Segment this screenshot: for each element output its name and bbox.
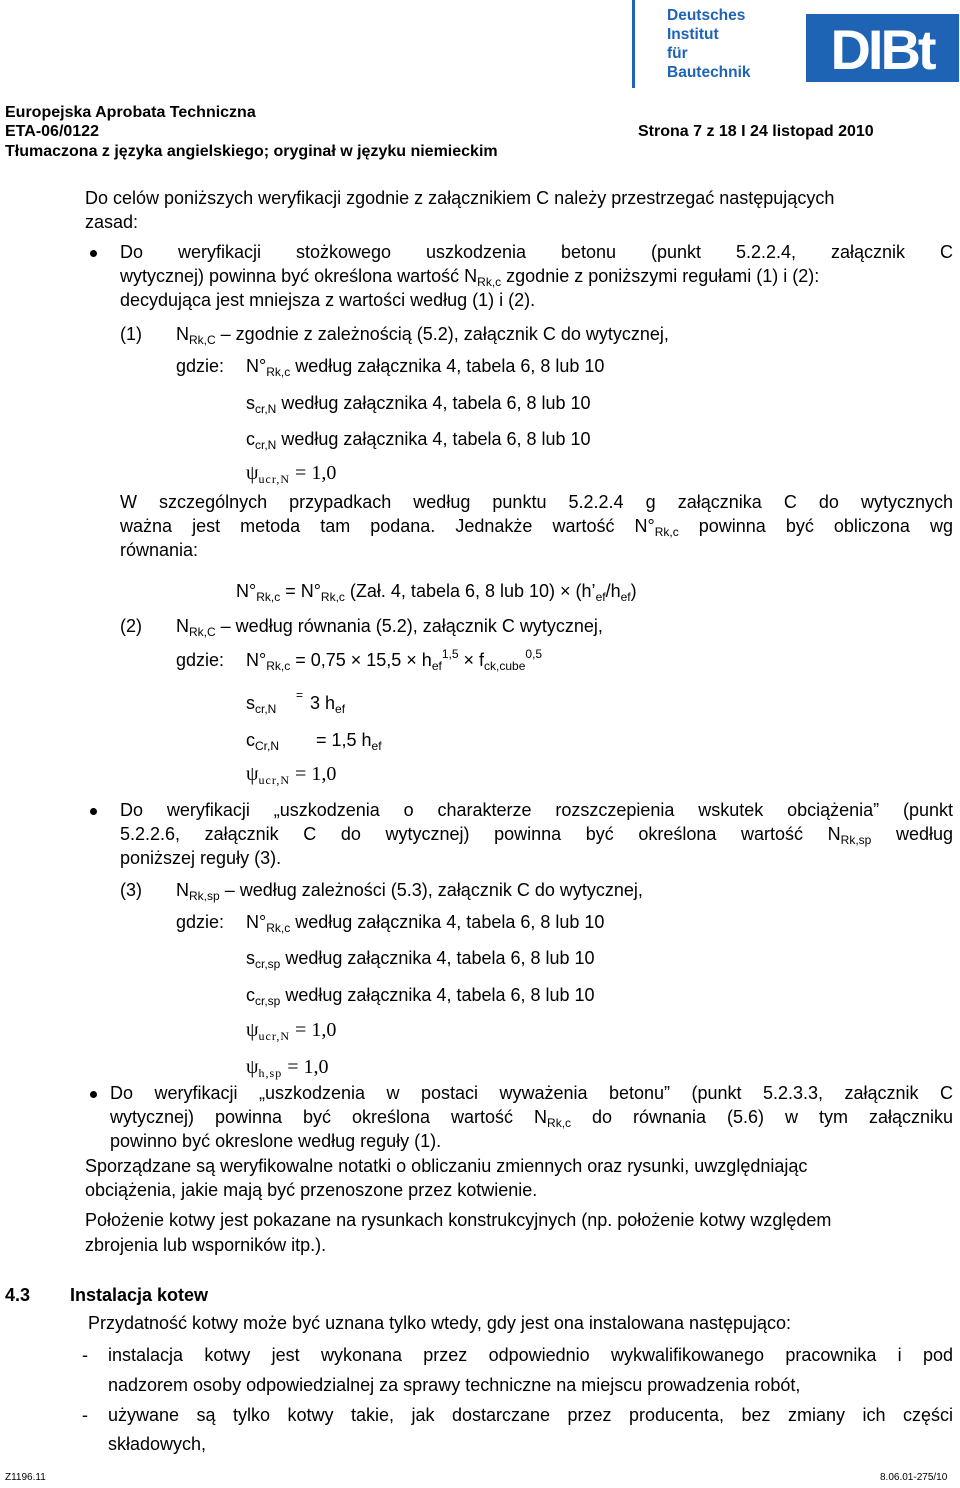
b1-l2-sub: Rk,c xyxy=(477,275,502,289)
c1-sub: cr,N xyxy=(255,438,277,452)
psi-1 xyxy=(246,462,336,485)
psi2: ψ xyxy=(246,763,259,785)
c2-val: = 1,5 h xyxy=(316,730,372,750)
r3-text: – według zależności (5.3), załącznik C do wytycznej, xyxy=(219,880,643,900)
dibt-logo-icon xyxy=(806,14,959,82)
dash-1-line-1: instalacja kotwy jest wykonana przez odpowiednio wykwalifikowanego pracownika i pod xyxy=(108,1345,953,1365)
g3-sub: Rk,c xyxy=(266,921,291,935)
eq1-sub1: Rk,c xyxy=(256,590,281,604)
g1-sub: Rk,c xyxy=(266,365,291,379)
r1-text: – zgodnie z zależnością (5.2), załącznik C do wytycznej, xyxy=(215,324,669,344)
psi-2 xyxy=(246,763,336,786)
intro-line-1: Do celów poniższych weryfikacji zgodnie z załącznikiem C należy przestrzegać następujących xyxy=(85,188,835,208)
dash-1-line-2: nadzorem osoby odpowiedzialnej za sprawy techniczne na miejscu prowadzenia robót, xyxy=(108,1375,801,1395)
section-intro: Przydatność kotwy może być uznana tylko wtedy, gdy jest ona instalowana następująco: xyxy=(88,1313,792,1333)
where-3-s xyxy=(246,948,595,969)
dash-1: - xyxy=(82,1345,88,1365)
header-page: Strona 7 z 18 I 24 listopad 2010 xyxy=(638,123,874,140)
where-3-c xyxy=(246,985,595,1006)
logo-line-2: Institut xyxy=(667,26,719,43)
c3-sub: cr,sp xyxy=(255,994,281,1008)
sp-l2-sub: Rk,c xyxy=(654,525,679,539)
special-line-3: równania: xyxy=(120,540,199,560)
footer-right: 8.06.01-275/10 xyxy=(880,1472,948,1483)
psi1-val: = 1,0 xyxy=(290,462,337,484)
r2-sub: Rk,C xyxy=(189,625,216,639)
psi3: ψ xyxy=(246,1019,259,1041)
s2-valsub: ef xyxy=(335,702,346,716)
eq1-sub3: ef xyxy=(595,590,606,604)
c1-c: c xyxy=(246,429,255,449)
c2-sub: Cr,N xyxy=(255,739,279,753)
b3-l2-a: wytycznej) powinna być określona wartość N xyxy=(110,1107,548,1127)
logo-bar xyxy=(632,0,635,88)
g1-text: według załącznika 4, tabela 6, 8 lub 10 xyxy=(290,356,605,376)
psi4-sub: h,sp xyxy=(258,1066,283,1080)
logo-text xyxy=(667,6,751,82)
r3-sub: Rk,sp xyxy=(189,889,220,903)
bullet-2-line-1: Do weryfikacji „uszkodzenia o charakterze rozszczepienia wskutek obciążenia” (punkt xyxy=(120,800,953,820)
s3-s: s xyxy=(246,948,255,968)
logo-line-4: Bautechnik xyxy=(667,64,751,81)
rule-1-number: (1) xyxy=(120,324,142,344)
g3-text: według załącznika 4, tabela 6, 8 lub 10 xyxy=(290,912,605,932)
where-3-n xyxy=(246,912,604,933)
section-number: 4.3 xyxy=(5,1285,31,1305)
bullet-1-line-2 xyxy=(120,266,819,287)
psi2-sub: ucr,N xyxy=(258,773,291,787)
s1-text: według załącznika 4, tabela 6, 8 lub 10 xyxy=(276,393,591,413)
bullet-3 xyxy=(90,1091,97,1098)
b1-l2-a: wytycznej) powinna być określona wartość N xyxy=(120,266,478,286)
s1-sub: cr,N xyxy=(255,402,277,416)
bullet-1-line-3: decydująca jest mniejsza z wartości według (1) i (2). xyxy=(120,290,536,310)
b2-l2-b: według xyxy=(871,824,954,844)
sp-l2-a: ważna jest metoda tam podana. Jednakże wartość N° xyxy=(120,516,655,536)
bullet-2-line-3: poniższej reguły (3). xyxy=(120,848,282,868)
sp-l2-b: powinna być obliczona wg xyxy=(678,516,953,536)
where-1-c xyxy=(246,429,591,450)
rule-3 xyxy=(176,880,643,901)
r1-sub: Rk,C xyxy=(189,333,216,347)
where-2-c-val xyxy=(316,730,382,751)
eq1-c: (Zał. 4, tabela 6, 8 lub 10) × (h’ xyxy=(344,581,596,601)
eq1-b: = N° xyxy=(280,581,321,601)
where-2-formula xyxy=(246,647,543,673)
g2-sub3: ck,cube xyxy=(484,659,526,673)
rule-3-number: (3) xyxy=(120,880,142,900)
psi3-val: = 1,0 xyxy=(290,1019,337,1041)
r3-n: N xyxy=(176,880,189,900)
psi-3 xyxy=(246,1019,336,1042)
where-label-3: gdzie: xyxy=(176,912,225,932)
bullet-1-line-1: Do weryfikacji stożkowego uszkodzenia betonu (punkt 5.2.2.4, załącznik C xyxy=(120,242,953,262)
eq1-sub4: ef xyxy=(620,590,631,604)
rule-2 xyxy=(176,616,603,637)
where-2-s-eq: = xyxy=(296,688,304,702)
rule-2-number: (2) xyxy=(120,616,142,636)
eq1-sub2: Rk,c xyxy=(320,590,345,604)
rule-1 xyxy=(176,324,669,345)
bullet-3-line-3: powinno być okreslone według reguły (1). xyxy=(110,1131,442,1151)
c2-c: c xyxy=(246,730,255,750)
bullet-2 xyxy=(90,808,97,815)
b3-l2-sub: Rk,c xyxy=(547,1116,572,1130)
c3-text: według załącznika 4, tabela 6, 8 lub 10 xyxy=(280,985,595,1005)
logo-line-1: Deutsches xyxy=(667,7,746,24)
where-2-s xyxy=(246,693,276,714)
equation-1 xyxy=(236,581,637,602)
b2-l2-sub: Rk,sp xyxy=(840,833,872,847)
psi1: ψ xyxy=(246,462,259,484)
psi4-val: = 1,0 xyxy=(282,1056,329,1078)
bullet-3-line-1: Do weryfikacji „uszkodzenia w postaci wyważenia betonu” (punkt 5.2.3.3, załącznik C xyxy=(110,1083,953,1103)
dash-2-line-1: używane są tylko kotwy takie, jak dostarczane przez producenta, bez zmiany ich części xyxy=(108,1405,953,1425)
eq1-d: /h xyxy=(605,581,621,601)
s2-val: 3 h xyxy=(310,693,336,713)
s2-s: s xyxy=(246,693,255,713)
c3-c: c xyxy=(246,985,255,1005)
psi2-val: = 1,0 xyxy=(290,763,337,785)
g2-c: × f xyxy=(458,650,485,670)
where-label-1: gdzie: xyxy=(176,356,225,376)
g2-sub2: ef xyxy=(431,659,442,673)
r1-n: N xyxy=(176,324,189,344)
logo-line-3: für xyxy=(667,45,688,62)
r2-text: – według równania (5.2), załącznik C wytycznej, xyxy=(215,616,603,636)
r2-n: N xyxy=(176,616,189,636)
section-title: Instalacja kotew xyxy=(70,1285,209,1305)
bullet-2-line-2 xyxy=(120,824,953,845)
psi3-sub: ucr,N xyxy=(258,1029,291,1043)
g2-sup2: 0,5 xyxy=(525,647,543,661)
para-2-line-2: zbrojenia lub wsporników itp.). xyxy=(85,1235,327,1255)
para-2-line-1: Położenie kotwy jest pokazane na rysunkach konstrukcyjnych (np. położenie kotwy względem xyxy=(85,1210,832,1230)
eq1-a: N° xyxy=(236,581,257,601)
special-line-2 xyxy=(120,516,953,537)
special-line-1: W szczególnych przypadkach według punktu 5.2.2.4 g załącznika C do wytycznych xyxy=(120,492,953,512)
g2-a: N° xyxy=(246,650,267,670)
b1-l2-b: zgodnie z poniższymi regułami (1) i (2): xyxy=(501,266,820,286)
s2-sub: cr,N xyxy=(255,702,277,716)
header-translation: Tłumaczona z języka angielskiego; oryginał w języku niemieckim xyxy=(5,143,498,160)
dash-2-line-2: składowych, xyxy=(108,1434,207,1454)
g2-sup1: 1,5 xyxy=(441,647,459,661)
g1-n: N° xyxy=(246,356,267,376)
where-2-c xyxy=(246,730,279,751)
where-2-s-val xyxy=(310,693,345,714)
psi4: ψ xyxy=(246,1056,259,1078)
b2-l2-a: 5.2.2.6, załącznik C do wytycznej) powinna być określona wartość N xyxy=(120,824,841,844)
para-1-line-2: obciążenia, jakie mają być przenoszone przez kotwienie. xyxy=(85,1180,538,1200)
s3-text: według załącznika 4, tabela 6, 8 lub 10 xyxy=(280,948,595,968)
psi-4 xyxy=(246,1056,328,1079)
bullet-1 xyxy=(90,250,97,257)
g3-n: N° xyxy=(246,912,267,932)
where-1-n xyxy=(246,356,604,377)
where-label-2: gdzie: xyxy=(176,650,225,670)
header-title: Europejska Aprobata Techniczna xyxy=(5,104,256,121)
bullet-3-line-2 xyxy=(110,1107,953,1128)
s1-s: s xyxy=(246,393,255,413)
dibt-logo-mark: DIBt xyxy=(830,18,934,81)
g2-sub1: Rk,c xyxy=(266,659,291,673)
header-eta: ETA-06/0122 xyxy=(5,123,99,140)
para-1-line-1: Sporządzane są weryfikowalne notatki o obliczaniu zmiennych oraz rysunki, uwzględniając xyxy=(85,1156,808,1176)
dash-2: - xyxy=(82,1405,88,1425)
intro-line-2: zasad: xyxy=(85,212,139,232)
where-1-s xyxy=(246,393,591,414)
s3-sub: cr,sp xyxy=(255,957,281,971)
c2-valsub: ef xyxy=(371,739,382,753)
b3-l2-b: do równania (5.6) w tym załączniku xyxy=(571,1107,953,1127)
psi1-sub: ucr,N xyxy=(258,472,291,486)
eq1-e: ) xyxy=(630,581,637,601)
g2-b: = 0,75 × 15,5 × h xyxy=(290,650,432,670)
footer-left: Z1196.11 xyxy=(5,1472,46,1483)
c1-text: według załącznika 4, tabela 6, 8 lub 10 xyxy=(276,429,591,449)
